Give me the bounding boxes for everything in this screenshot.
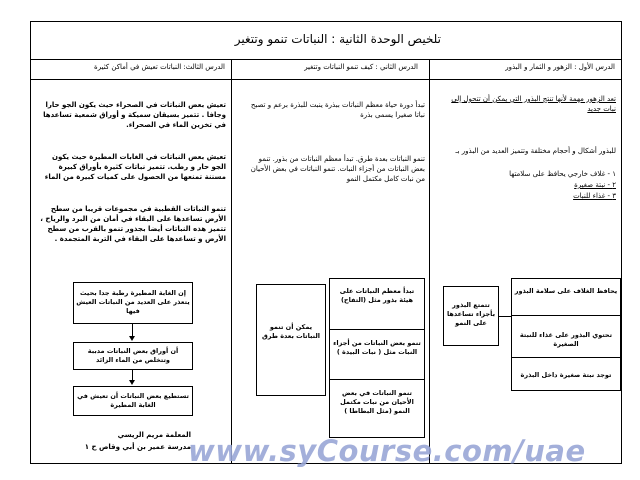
- lesson1-paragraph-2: للبذور أشكال و أحجام مختلفة وتتميز العديد من البذور بـ: [455, 147, 616, 155]
- down-arrow-icon: [132, 324, 133, 336]
- lesson1-center-box: تتمتع البذور بأجزاء تساعدها على النمو: [443, 286, 499, 346]
- table-divider: [512, 315, 620, 316]
- lesson2-table-cell: تنمو بعض النباتات من أجزاء النبات مثل ( نبات البيدة ): [333, 339, 421, 356]
- page-title: تلخيص الوحدة الثانية : النباتات تنمو وتتغير: [234, 32, 441, 46]
- column-divider: [429, 59, 430, 463]
- flow-box: إن الغابة المطيرة رطبة جدا بحيث يتعذر على العديد من النباتات العيش فيها: [73, 282, 193, 324]
- table-divider: [330, 329, 424, 330]
- down-arrow-icon: [132, 370, 133, 380]
- lesson2-header: الدرس الثاني : كيف تنمو النباتات وتتغير: [304, 63, 418, 71]
- lesson1-header: الدرس الأول : الزهور و الثمار و البذور: [505, 63, 615, 71]
- lesson1-table-cell: توجد نبتة صغيرة داخل البذرة: [520, 371, 612, 379]
- table-divider: [512, 357, 620, 358]
- lesson2-table-cell: تنمو النباتات في بعض الأحيان من نبات مكتمل النمو (مثل البطاطا ): [340, 389, 414, 415]
- lesson1-table-cell: يحافظ الغلاف على سلامة البذور: [514, 287, 618, 295]
- connector-line: [499, 316, 511, 317]
- lesson3-header: الدرس الثالث: النباتات تعيش في أماكن كثيرة: [94, 63, 225, 71]
- lesson1-item: ٢ - نبتة صغيرة: [574, 181, 616, 189]
- watermark: www.syCourse.com/uae: [188, 434, 586, 468]
- lesson2-paragraph-2: تنمو النباتات بعدة طرق. تبدأ معظم النباتات من بذور. تنمو بعض النباتات من أجزاء النبات. تنمو النباتات في بعض الأحيان من نبات كامل مكتمل النمو: [250, 155, 425, 183]
- school-name: مدرسة عمير بن أبي وقاص ح ١: [84, 443, 191, 451]
- lesson1-paragraph-1: تعد الزهور مهمة لأنها تنتج البذور التي يمكن أن تتحول إلى نبات جديد: [451, 95, 616, 113]
- column-divider: [231, 59, 232, 463]
- flow-box: أن أوراق بعض النباتات مدببة وتتخلص من الماء الزائد: [73, 342, 193, 370]
- lesson1-item: ١ - غلاف خارجي يحافظ على سلامتها: [509, 170, 616, 178]
- header-row: [31, 59, 621, 80]
- lesson1-table: [511, 278, 621, 391]
- lesson3-paragraph-2: تعيش بعض النباتات في الغابات المطيرة حيث يكون الجو حار و رطب. تتميز نباتات كثيرة بأوراق كبيرة مسننة تمنعها من الحصول على كميات كبيرة من الماء: [44, 153, 226, 181]
- lesson2-table: [329, 278, 425, 438]
- lesson1-item: ٣ - غذاء للنبات: [573, 192, 616, 200]
- lesson2-table-cell: تبدأ معظم النباتات على هيئة بذور مثل (التفاح): [339, 287, 415, 304]
- title-row: [31, 22, 621, 60]
- lesson3-paragraph-1: تعيش بعض النباتات في الصحراء حيث يكون الجو حارا وجافا . تتميز بسيقان سميكة و أوراق شمعية تساعدها في تخزين الماء في الصحراء.: [43, 101, 226, 129]
- summary-sheet: [30, 21, 622, 464]
- flow-box: تستطيع بعض النباتات أن تعيش في الغابة المطيرة: [73, 386, 193, 416]
- lesson3-paragraph-3: تنمو النباتات القطبية في مجموعات قريبا من سطح الأرض تساعدها على البقاء في أمان من البرد والرياح ، تتميز هذه النباتات أيضا بجذور تنمو بالقرب من سطح الأرض و تساعدها على البقاء في التربة المتجمدة .: [40, 205, 226, 243]
- teacher-name: المعلمة مريم الريسي: [117, 431, 191, 439]
- lesson2-left-box: يمكن أن تنمو النباتات بعدة طرق: [256, 284, 326, 396]
- lesson1-table-cell: تحتوي البذور على غذاء للنبتة الصغيرة: [519, 331, 613, 348]
- table-divider: [330, 379, 424, 380]
- lesson2-paragraph-1: تبدأ دورة حياة معظم النباتات ببذرة ينبت للبذرة برعم و تصبح نباتا صغيرا يسمى بذرة: [250, 101, 425, 119]
